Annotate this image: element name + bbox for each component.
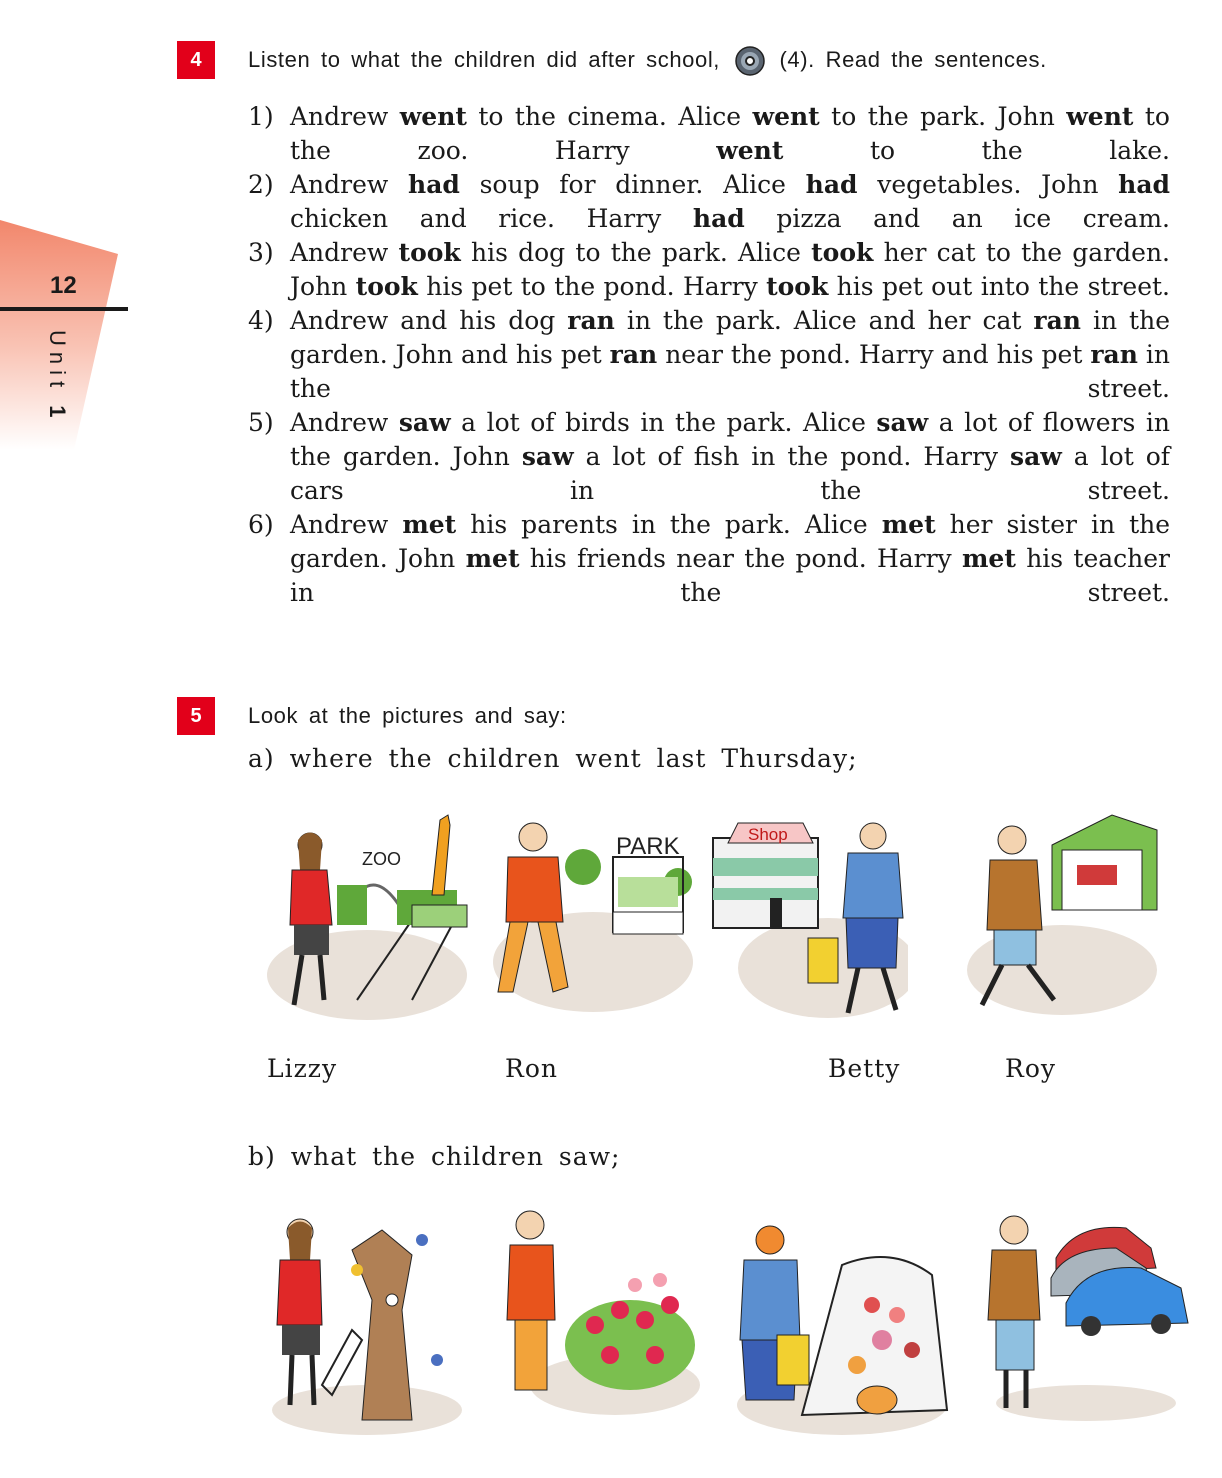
item-text: [290, 304, 1170, 406]
roy-cars-illustration: [976, 1208, 1196, 1423]
unit-label: [44, 330, 70, 424]
sentence-segment: in the park. Alice and her cat: [614, 306, 1034, 335]
part-a-prompt: a) where the children went last Thursday;: [248, 744, 858, 773]
unit-word: Unit: [45, 330, 70, 394]
sentence-segment: pizza and an ice cream.: [744, 204, 1170, 233]
page-number-rule: [0, 307, 128, 311]
key-verb: had: [408, 170, 460, 199]
sentence-segment: Andrew: [290, 170, 409, 199]
key-verb: had: [1118, 170, 1170, 199]
item-text: [290, 406, 1170, 508]
lizzy-zoo-illustration: [262, 800, 472, 1030]
key-verb: ran: [609, 340, 658, 369]
key-verb: took: [766, 272, 829, 301]
ron-park-illustration: [488, 812, 698, 1022]
key-verb: ran: [567, 306, 615, 335]
item-text: [290, 168, 1170, 236]
sentence-segment: her sister in the garden. John: [290, 510, 1171, 573]
child-name-roy: Roy: [1005, 1054, 1056, 1083]
item-text: [290, 236, 1170, 304]
betty-shop-window-illustration: [722, 1215, 952, 1440]
instruction-after-text: (4). Read the sentences.: [779, 46, 1047, 72]
key-verb: met: [402, 510, 457, 539]
key-verb: took: [811, 238, 874, 267]
sentence-segment: chicken and rice. Harry: [290, 204, 693, 233]
ron-flowers-illustration: [495, 1205, 705, 1425]
lizzy-birds-illustration: [262, 1210, 472, 1440]
exercise-5-instruction: Look at the pictures and say:: [248, 703, 567, 728]
cd-audio-icon[interactable]: [735, 46, 765, 76]
key-verb: saw: [1010, 442, 1062, 471]
sentence-segment: his pet out into the street.: [828, 272, 1170, 301]
sentence-segment: Andrew and his dog: [290, 306, 568, 335]
key-verb: had: [692, 204, 745, 233]
key-verb: went: [399, 102, 467, 131]
sentence-segment: in the street.: [290, 340, 1170, 403]
key-verb: went: [752, 102, 820, 131]
sentence-segment: his teacher in the street.: [290, 544, 1171, 607]
item-text: [290, 508, 1170, 610]
list-item: [248, 236, 1170, 304]
exercise-4-instruction: [248, 46, 1047, 76]
key-verb: saw: [521, 442, 574, 471]
sentence-segment: Andrew: [290, 510, 403, 539]
key-verb: ran: [1090, 340, 1138, 369]
item-number: 4): [248, 306, 274, 335]
key-verb: took: [355, 272, 418, 301]
item-number: 2): [248, 170, 274, 199]
sentence-segment: her cat to the garden. John: [290, 238, 1171, 301]
exercise-5-number: 5: [177, 697, 215, 735]
child-name-ron: Ron: [505, 1054, 558, 1083]
sentence-segment: a lot of birds in the park. Alice: [450, 408, 877, 437]
key-verb: met: [961, 544, 1016, 573]
sentence-segment: a lot of cars in the street.: [290, 442, 1171, 505]
key-verb: went: [1066, 102, 1134, 131]
list-item: [248, 168, 1170, 236]
zoo-sign-text: ZOO: [362, 849, 401, 869]
sentence-segment: his dog to the park. Alice: [460, 238, 812, 267]
instruction-before-text: Listen to what the children did after school,: [248, 46, 721, 72]
page-number: 12: [50, 272, 77, 299]
sentence-segment: Andrew: [290, 102, 400, 131]
sentence-segment: soup for dinner. Alice: [459, 170, 806, 199]
unit-number: 1: [45, 405, 70, 424]
betty-shop-illustration: [708, 818, 908, 1028]
park-sign-text: PARK: [616, 833, 680, 860]
sentence-segment: a lot of fish in the pond. Harry: [573, 442, 1011, 471]
sentence-segment: his pet to the pond. Harry: [417, 272, 767, 301]
list-item: [248, 406, 1170, 508]
sentence-segment: near the pond. Harry and his pet: [657, 340, 1091, 369]
sentence-segment: Andrew: [290, 408, 399, 437]
child-name-betty: Betty: [828, 1054, 901, 1083]
key-verb: saw: [876, 408, 929, 437]
item-number: 5): [248, 408, 274, 437]
key-verb: saw: [398, 408, 451, 437]
sentence-segment: to the lake.: [783, 136, 1170, 165]
sentence-segment: in the garden. John and his pet: [290, 306, 1170, 369]
item-text: [290, 100, 1170, 168]
roy-garage-illustration: [962, 810, 1162, 1020]
sentence-segment: his parents in the park. Alice: [456, 510, 882, 539]
key-verb: went: [716, 136, 784, 165]
key-verb: had: [805, 170, 858, 199]
sentence-segment: his friends near the pond. Harry: [519, 544, 962, 573]
key-verb: took: [398, 238, 461, 267]
sentence-segment: a lot of flowers in the garden. John: [290, 408, 1170, 471]
key-verb: met: [465, 544, 520, 573]
child-name-lizzy: Lizzy: [267, 1054, 338, 1083]
item-number: 6): [248, 510, 274, 539]
part-b-prompt: b) what the children saw;: [248, 1142, 621, 1171]
list-item: [248, 508, 1170, 610]
exercise-4-number: 4: [177, 41, 215, 79]
item-number: 3): [248, 238, 274, 267]
list-item: [248, 100, 1170, 168]
list-item: [248, 304, 1170, 406]
sentence-segment: Andrew: [290, 238, 399, 267]
sentence-segment: to the zoo. Harry: [290, 102, 1170, 165]
sentence-segment: vegetables. John: [857, 170, 1119, 199]
sentence-segment: to the park. John: [819, 102, 1067, 131]
key-verb: met: [881, 510, 936, 539]
shop-sign-text: Shop: [748, 825, 788, 844]
sentence-segment: to the cinema. Alice: [466, 102, 753, 131]
item-number: 1): [248, 102, 274, 131]
sentence-list: [248, 100, 1170, 610]
key-verb: ran: [1033, 306, 1081, 335]
